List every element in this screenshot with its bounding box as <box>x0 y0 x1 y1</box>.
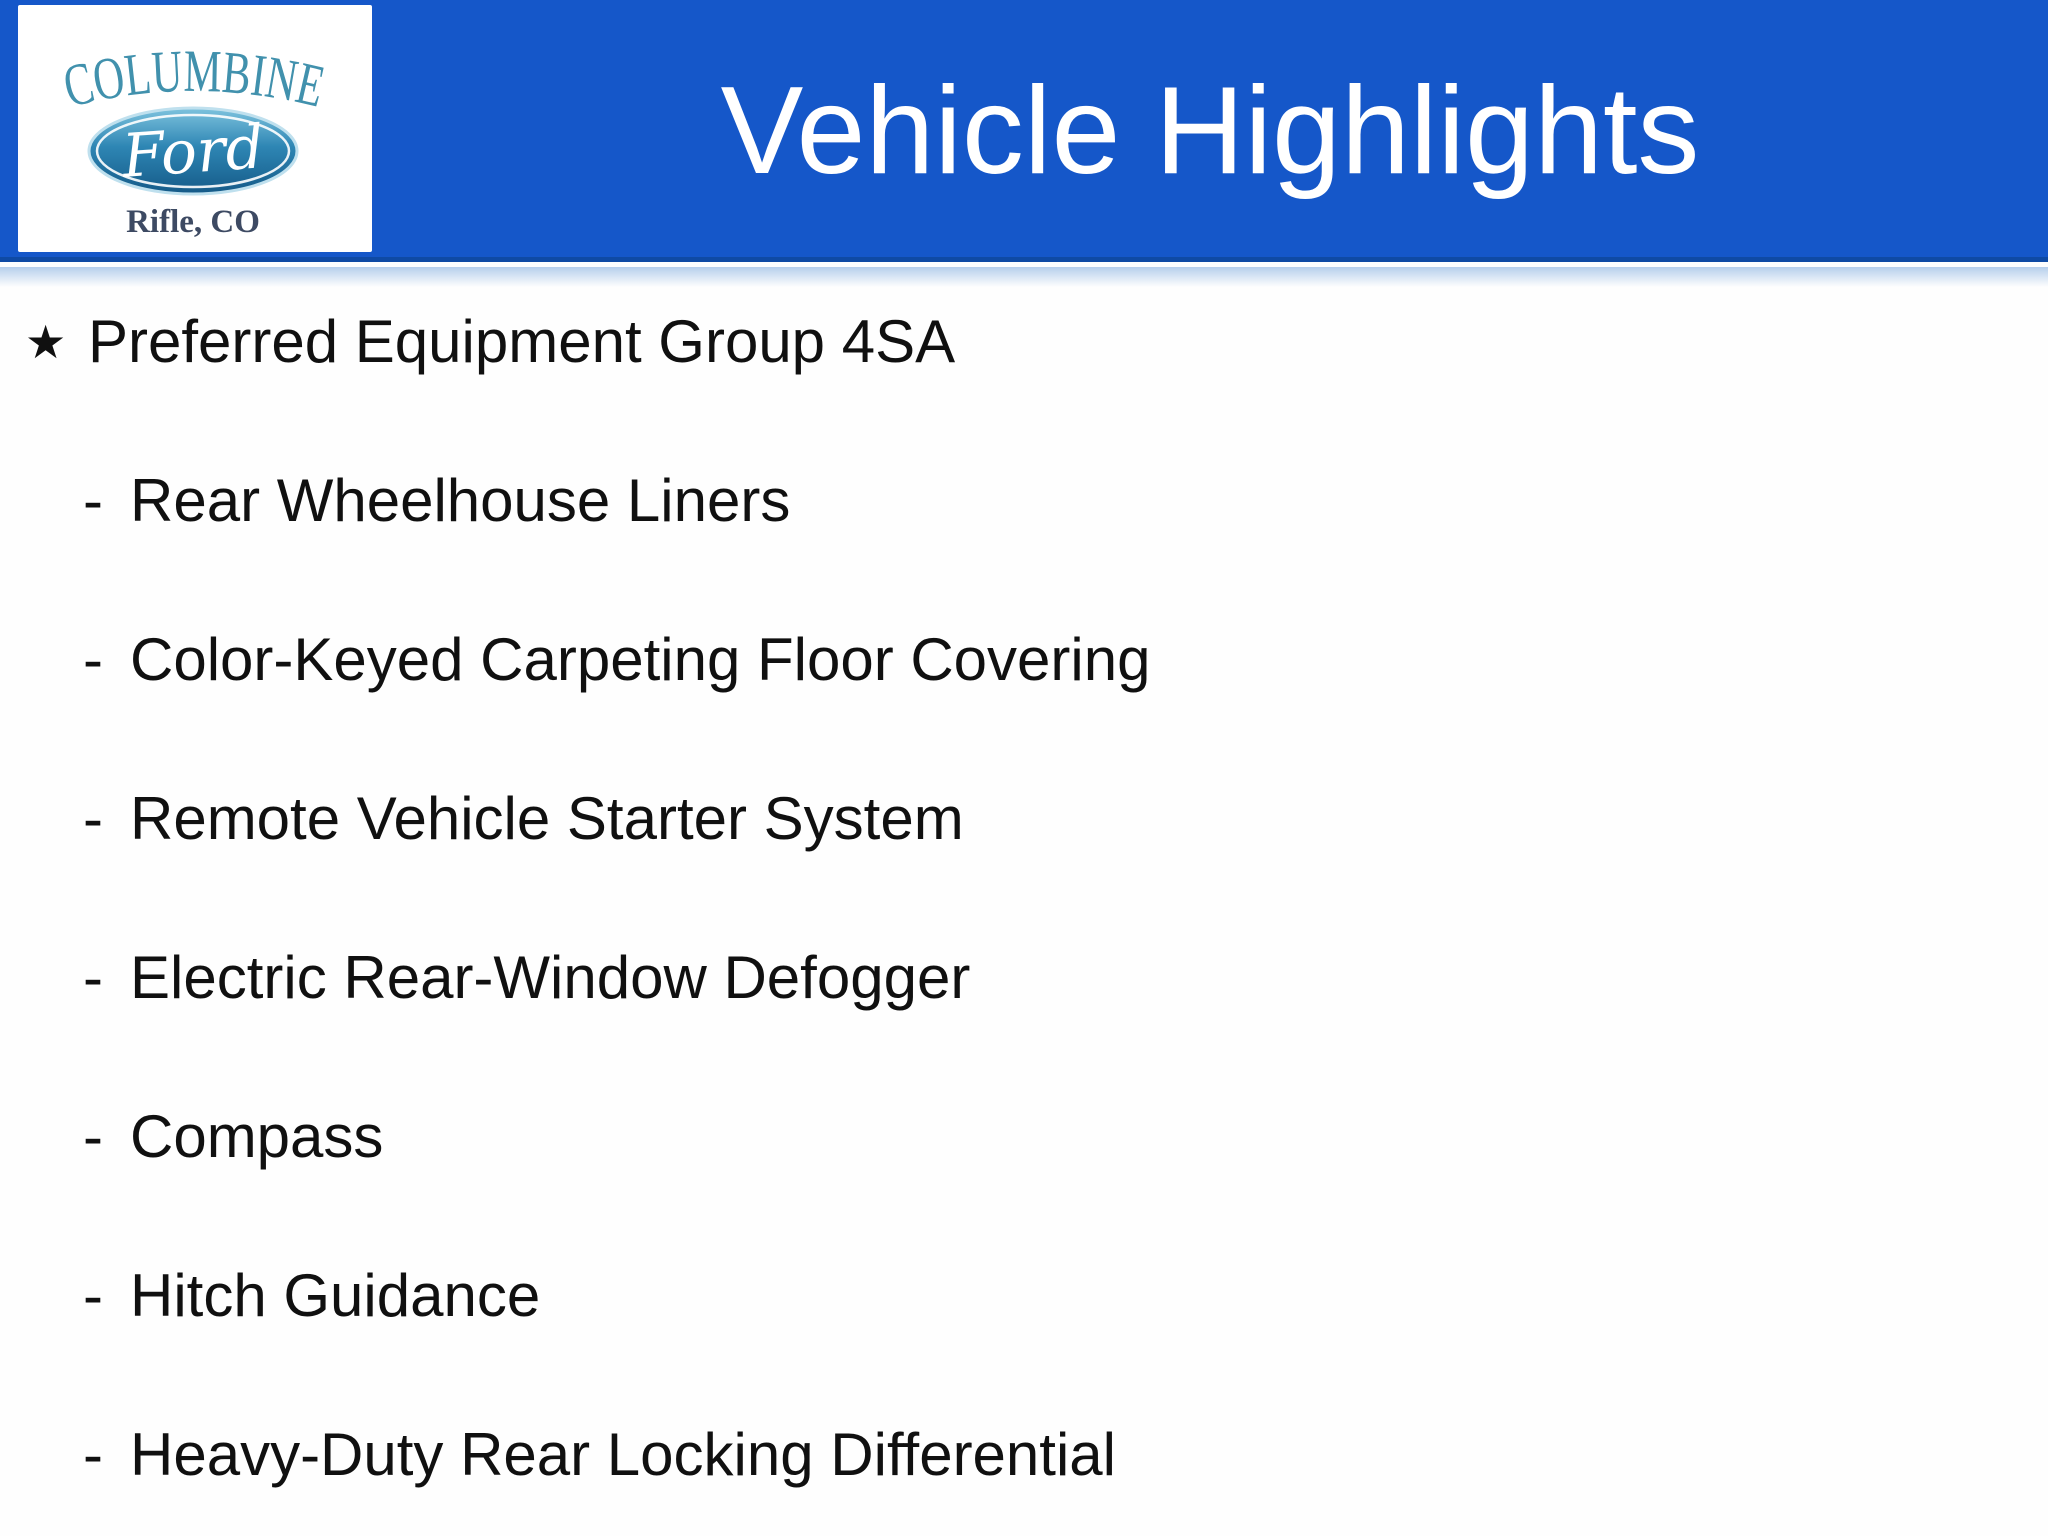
header-bar <box>0 0 2048 262</box>
list-item <box>0 898 2048 1057</box>
dash-bullet-icon: - <box>83 1261 103 1329</box>
dash-bullet-icon: - <box>83 466 103 534</box>
dash-bullet-icon: - <box>83 943 103 1011</box>
ford-script-text: Ford <box>120 112 267 192</box>
dealer-location-text: Rifle, CO <box>126 204 260 240</box>
star-bullet-icon: ★ <box>25 315 67 368</box>
list-item-label: Hitch Guidance <box>130 1262 541 1329</box>
dash-bullet-icon: - <box>83 1420 103 1488</box>
list-item <box>0 421 2048 580</box>
list-item-label: Heavy-Duty Rear Locking Differential <box>130 1421 1116 1488</box>
highlights-list <box>0 262 2048 1534</box>
list-item-label: Electric Rear-Window Defogger <box>130 944 971 1011</box>
dealer-logo <box>18 5 372 252</box>
list-item-label: Remote Vehicle Starter System <box>130 785 964 852</box>
page-title: Vehicle Highlights <box>720 62 1700 200</box>
list-item-label: Color-Keyed Carpeting Floor Covering <box>130 626 1151 693</box>
list-item <box>0 1216 2048 1375</box>
list-item <box>0 1057 2048 1216</box>
dash-bullet-icon: - <box>83 625 103 693</box>
dash-bullet-icon: - <box>83 1102 103 1170</box>
list-item <box>0 262 2048 421</box>
list-item <box>0 739 2048 898</box>
list-item-label: Rear Wheelhouse Liners <box>130 467 791 534</box>
list-item-label: Compass <box>130 1103 384 1170</box>
header-title-area <box>372 0 2048 262</box>
list-item-label: Preferred Equipment Group 4SA <box>88 308 956 375</box>
dealer-logo-graphic <box>18 5 372 252</box>
dealer-name-text: COLUMBINE <box>57 37 341 123</box>
list-item <box>0 1375 2048 1534</box>
dash-bullet-icon: - <box>83 784 103 852</box>
list-item <box>0 580 2048 739</box>
